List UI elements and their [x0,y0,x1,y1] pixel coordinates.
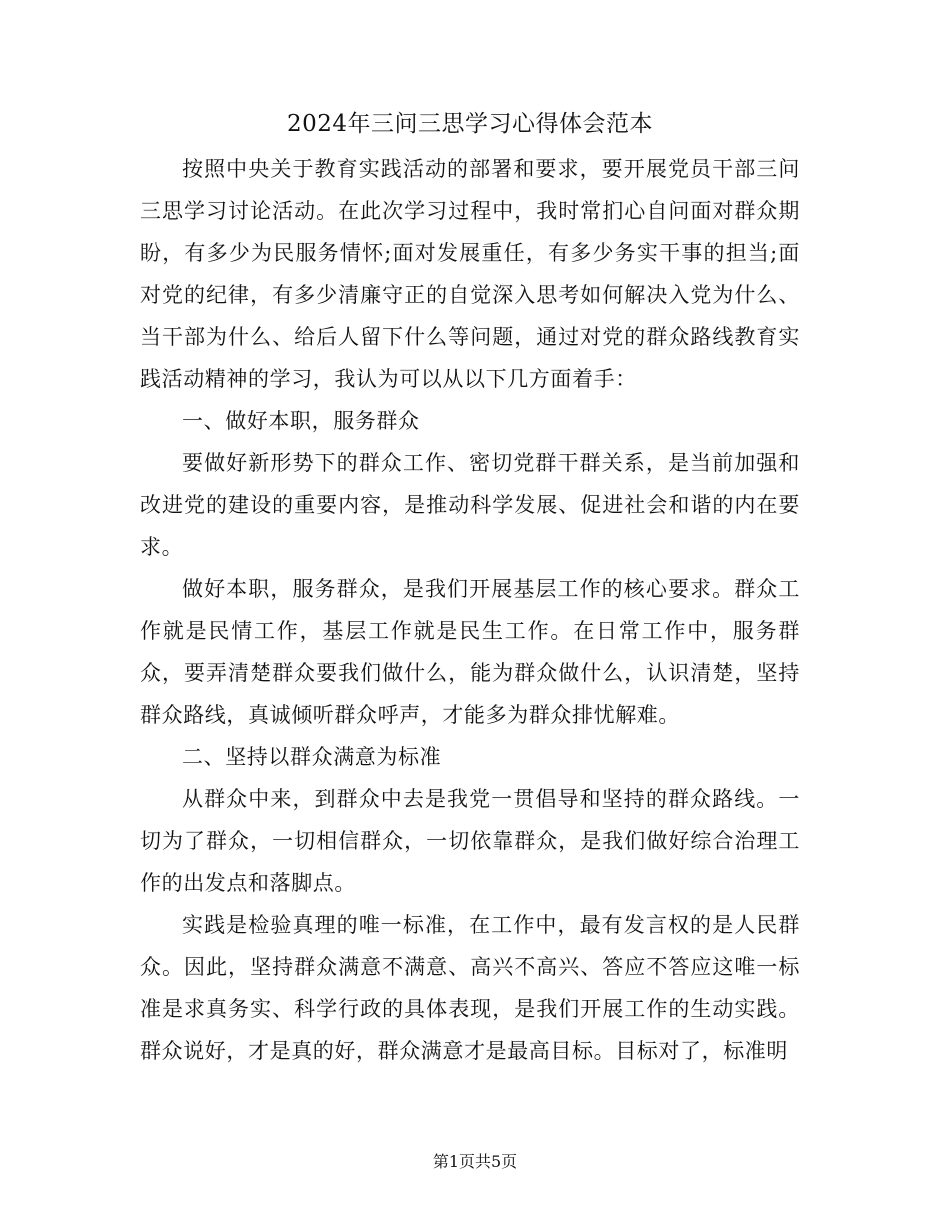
section-heading-2: 二、坚持以群众满意为标准 [182,745,442,769]
paragraph-section1-b: 做好本职，服务群众，是我们开展基层工作的核心要求。群众工作就是民情工作，基层工作就是民生工作。在日常工作中，服务群众，要弄清楚群众要我们做什么，能为群众做什么，认识清楚，坚持群众路线，真诚倾听群众呼声，才能多为群众排忧解难。 [140,577,800,727]
document-title: 2024年三问三思学习心得体会范本 [286,111,654,137]
page-number-footer: 第1页共5页 [432,1152,518,1171]
paragraph-section1-a: 要做好新形势下的群众工作、密切党群干群关系，是当前加强和改进党的建设的重要内容，是推动科学发展、促进社会和谐的内在要求。 [140,451,800,559]
document-page [140,100,800,1072]
paragraph-section2-a: 从群众中来，到群众中去是我党一贯倡导和坚持的群众路线。一切为了群众，一切相信群众，一切依靠群众，是我们做好综合治理工作的出发点和落脚点。 [140,787,800,895]
paragraph-section2-b: 实践是检验真理的唯一标准，在工作中，最有发言权的是人民群众。因此，坚持群众满意不满意、高兴不高兴、答应不答应这唯一标准是求真务实、科学行政的具体表现，是我们开展工作的生动实践。群众说好，才是真的好，群众满意才是最高目标。目标对了，标准明 [140,913,800,1063]
paragraph-intro: 按照中央关于教育实践活动的部署和要求，要开展党员干部三问三思学习讨论活动。在此次学习过程中，我时常扪心自问面对群众期盼，有多少为民服务情怀;面对发展重任，有多少务实干事的担当;面对党的纪律，有多少清廉守正的自觉深入思考如何解决入党为什么、当干部为什么、给后人留下什么等问题，通过对党的群众路线教育实践活动精神的学习，我认为可以从以下几方面着手： [140,157,800,391]
section-heading-1: 一、做好本职，服务群众 [182,409,420,433]
